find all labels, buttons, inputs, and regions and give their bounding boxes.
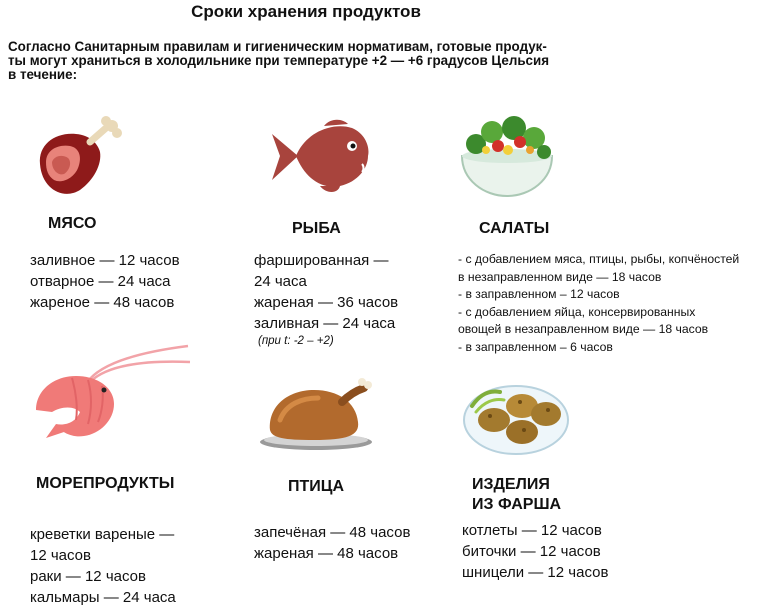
category-meat-label: МЯСО [48, 215, 97, 232]
category-poultry-label: ПТИЦА [288, 478, 345, 495]
page-title: Сроки хранения продуктов [191, 2, 421, 21]
intro-text: Согласно Санитарным правилам и гигиеническим нормативам, готовые продук- ты могут храниться в холодильнике при температуре +2 — +6 градусов Цельсия в течение: [8, 39, 550, 82]
roast-chicken-icon [258, 380, 376, 452]
category-salads-label: САЛАТЫ [479, 220, 550, 237]
salad-bowl-icon [458, 110, 556, 198]
fish-temperature-note: (при t: -2 – +2) [258, 335, 334, 347]
minced-items: котлеты — 12 часов биточки — 12 часов шницели — 12 часов [462, 522, 609, 581]
salads-items: - с добавлением мяса, птицы, рыбы, копчёностей в незаправленном виде — 18 часов - в заправленном – 12 часов - с добавлением яйца, консервированных овощей в незаправленном виде — 18 часов - в заправленном – 6 часов [458, 252, 740, 354]
category-seafood-label: МОРЕПРОДУКТЫ [36, 475, 175, 492]
seafood-items: креветки вареные — 12 часов раки — 12 часов кальмары — 24 часа [30, 526, 176, 606]
category-fish-label: РЫБА [292, 220, 341, 237]
meat-items: заливное — 12 часов отварное — 24 часа жареное — 48 часов [30, 252, 180, 311]
ham-icon [34, 118, 130, 200]
cutlets-icon [460, 376, 572, 458]
shrimp-icon [32, 346, 192, 446]
fish-items: фаршированная — 24 часа жареная — 36 часов заливная — 24 часа [254, 252, 399, 332]
poultry-items: запечёная — 48 часов жареная — 48 часов [254, 524, 411, 562]
fish-icon [268, 118, 372, 194]
category-minced-label: ИЗДЕЛИЯ ИЗ ФАРША [472, 476, 562, 513]
